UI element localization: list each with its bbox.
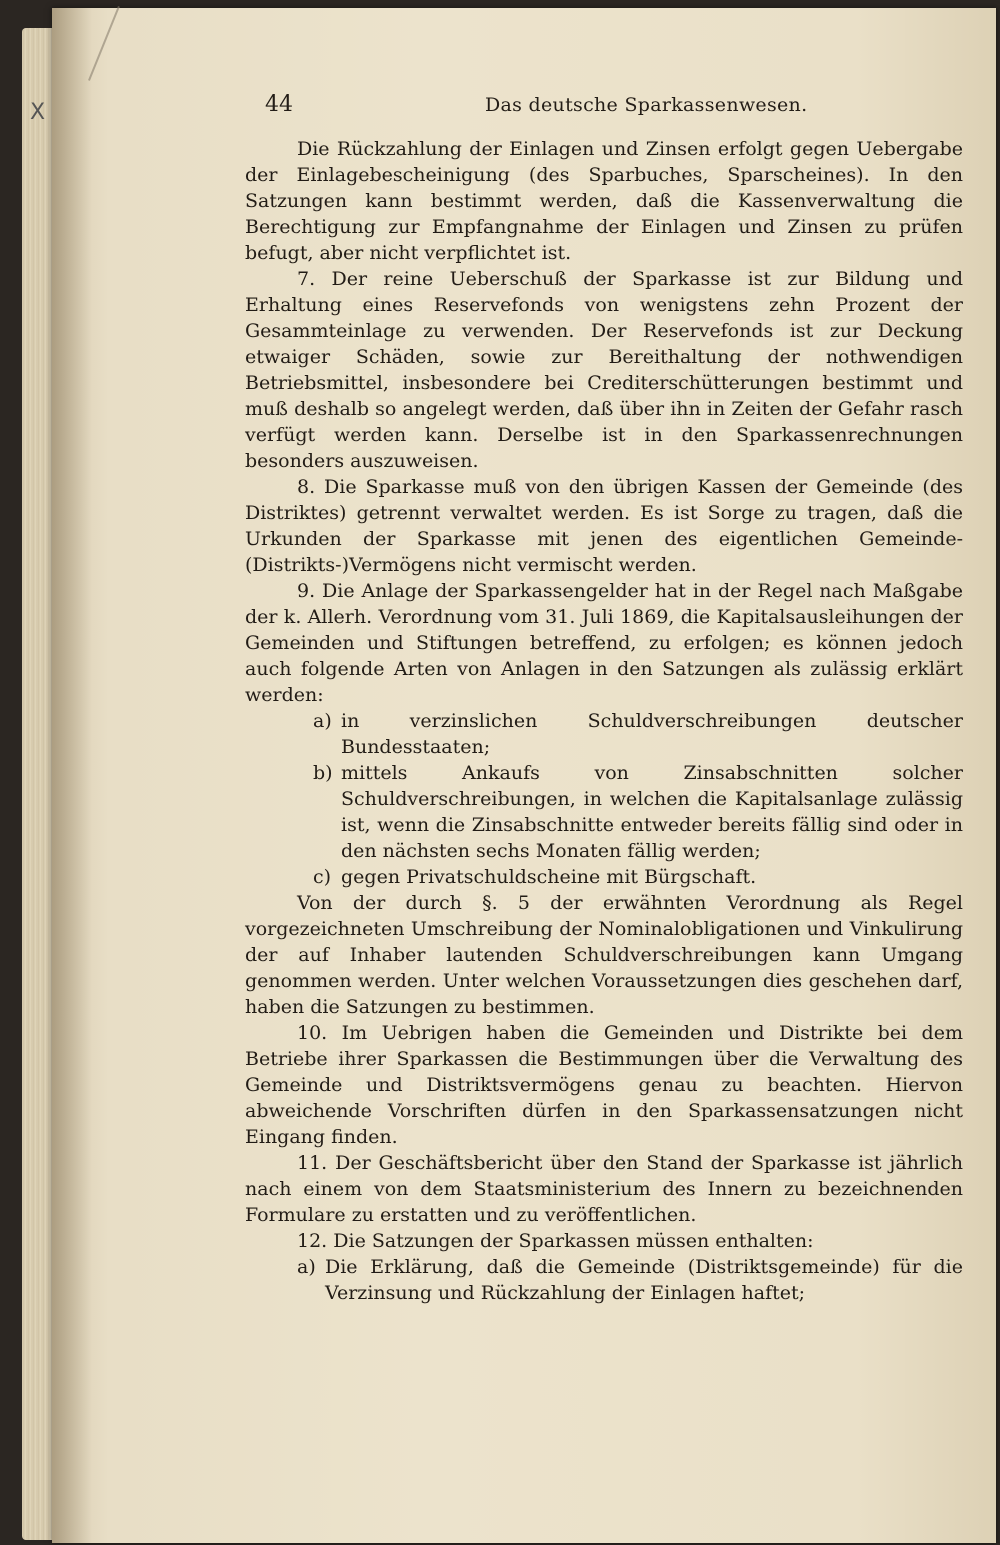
- paragraph-9: 9. Die Anlage der Sparkassengelder hat in der Regel nach Maßgabe der k. Allerh. Verordnung vom 31. Juli 1869, die Kapitalsausleihungen der Gemeinden und Stiftungen betreffend, zu erfolgen; es können jedoch auch folgende Arten von Anlagen in den Satzungen als zulässig erklärt werden:: [245, 580, 963, 706]
- page-number: 44: [265, 92, 293, 117]
- list-marker: a): [313, 710, 332, 732]
- list-item: [245, 708, 963, 760]
- paragraph-11: 11. Der Geschäftsbericht über den Stand der Sparkasse ist jährlich nach einem von dem Staatsministerium des Innern zu bezeichnenden Formulare zu erstatten und zu veröffentlichen.: [245, 1152, 963, 1226]
- list-text: gegen Privatschuldscheine mit Bürgschaft.: [341, 866, 757, 888]
- paragraph-7: 7. Der reine Ueberschuß der Sparkasse ist zur Bildung und Erhaltung eines Reservefonds von wenigstens zehn Prozent der Gesammteinlage zu verwenden. Der Reservefonds ist zur Deckung etwaiger Schäden, sowie zur Bereithaltung der nothwendigen Betriebsmittel, insbesondere bei Crediterschütterungen bestimmt und muß deshalb so angelegt werden, daß über ihn in Zeiten der Gefahr rasch verfügt werden kann. Derselbe ist in den Sparkassenrechnungen besonders auszuweisen.: [245, 268, 963, 472]
- list-text: in verzinslichen Schuldverschreibungen deutscher Bundesstaaten;: [341, 710, 963, 758]
- paragraph-8: 8. Die Sparkasse muß von den übrigen Kassen der Gemeinde (des Distriktes) getrennt verwaltet werden. Es ist Sorge zu tragen, daß die Urkunden der Sparkasse mit jenen des eigentlichen Gemeinde-(Distrikts-)Vermögens nicht vermischt werden.: [245, 476, 963, 576]
- list-item: [245, 760, 963, 864]
- page-header: [265, 92, 965, 126]
- list-marker: b): [313, 762, 333, 784]
- list-text: Die Erklärung, daß die Gemeinde (Distriktsgemeinde) für die Verzinsung und Rückzahlung der Einlagen haftet;: [325, 1256, 963, 1304]
- gutter-shadow: [52, 8, 92, 1543]
- list-item: [245, 1254, 963, 1306]
- paragraph-repayment: Die Rückzahlung der Einlagen und Zinsen erfolgt gegen Uebergabe der Einlagebescheinigung (des Sparbuches, Sparscheines). In den Satzungen kann bestimmt werden, daß die Kassenverwaltung die Berechtigung zur Empfangnahme der Einlagen und Zinsen zu prüfen befugt, aber nicht verpflichtet ist.: [245, 138, 963, 264]
- running-title: Das deutsche Sparkassenwesen.: [485, 94, 808, 116]
- list-marker: c): [313, 866, 332, 888]
- list-marker: a): [297, 1256, 316, 1278]
- paragraph-10: 10. Im Uebrigen haben die Gemeinden und Distrikte bei dem Betriebe ihrer Sparkassen die Bestimmungen über die Verwaltung des Gemeinde und Distriktsvermögens genau zu beachten. Hiervon abweichende Vorschriften dürfen in den Sparkassensatzungen nicht Eingang finden.: [245, 1022, 963, 1148]
- margin-cross-mark: X: [30, 100, 46, 125]
- list-text: mittels Ankaufs von Zinsabschnitten solcher Schuldverschreibungen, in welchen die Kapitalsanlage zulässig ist, wenn die Zinsabschnitte entweder bereits fällig sind oder in den nächsten sechs Monaten fällig werden;: [341, 762, 963, 862]
- paragraph-nominal-obligations: Von der durch §. 5 der erwähnten Verordnung als Regel vorgezeichneten Umschreibung der Nominalobligationen und Vinkulirung der auf Inhaber lautenden Schuldverschreibungen kann Umgang genommen werden. Unter welchen Voraussetzungen dies geschehen darf, haben die Satzungen zu bestimmen.: [245, 892, 963, 1018]
- list-item: [245, 864, 963, 890]
- paragraph-12: 12. Die Satzungen der Sparkassen müssen enthalten:: [297, 1230, 814, 1252]
- body-text: [245, 136, 963, 1306]
